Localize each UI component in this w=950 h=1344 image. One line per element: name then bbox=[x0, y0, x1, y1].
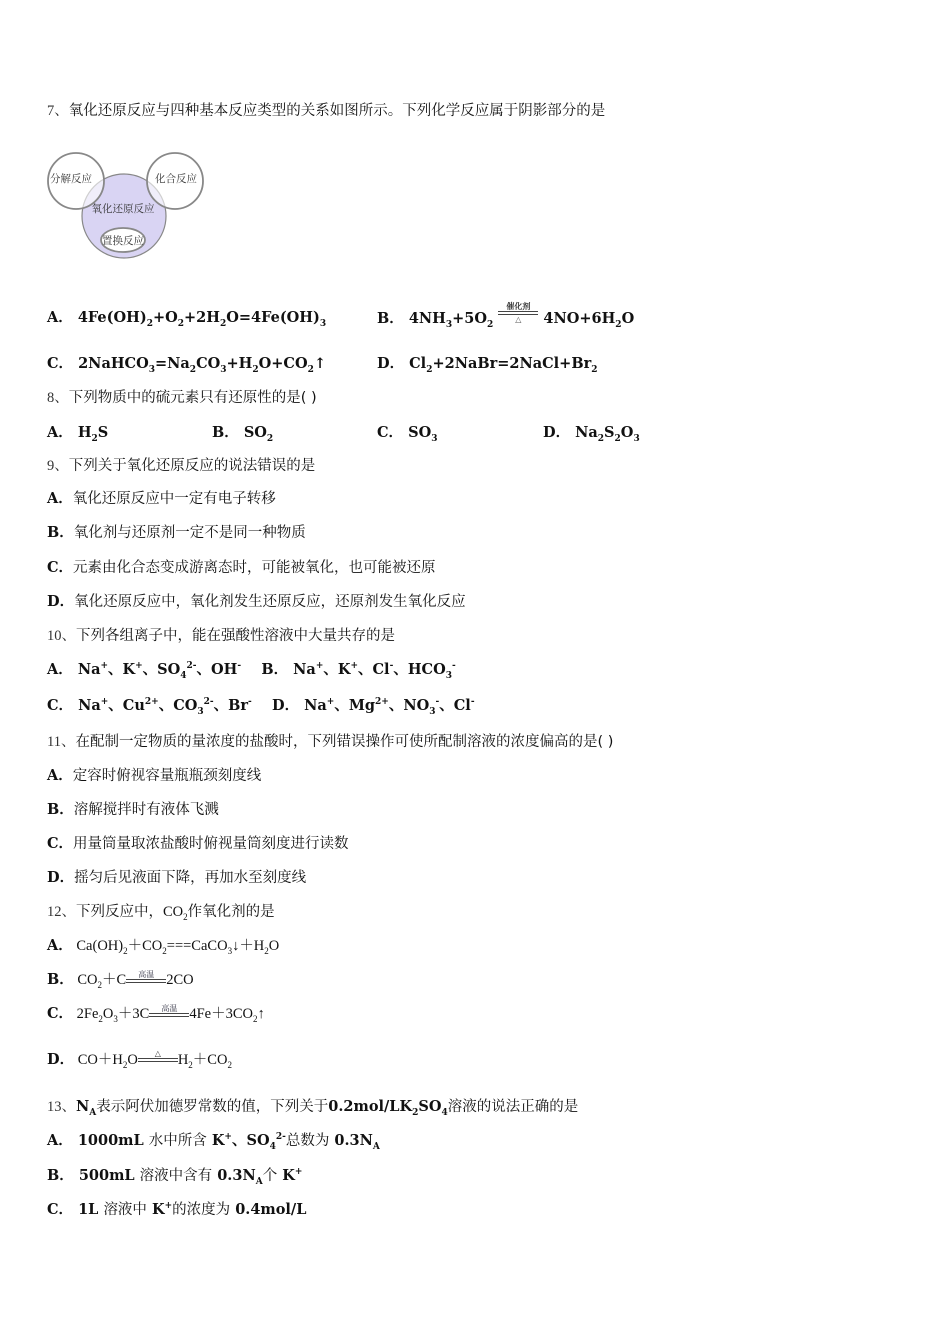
q7-option-c[interactable]: C． $2NaHCO_3=Na_2CO_3+H_2O+CO_2↑$ bbox=[47, 355, 326, 375]
q9-option-c[interactable]: C．元素由化合态变成游离态时，可能被氧化，也可能被还原 bbox=[47, 559, 436, 576]
svg-text:氧化还原反应: 氧化还原反应 bbox=[91, 203, 155, 215]
q10-option-c[interactable]: C． Na+、$Cu^{2+}$、$CO_3^{2-}$、Br- bbox=[47, 697, 252, 717]
q7-option-a[interactable]: A． $4Fe(OH)_2+O_2+2H_2O=4Fe(OH)_3$ bbox=[47, 309, 327, 329]
question-9-stem: 9、下列关于氧化还原反应的说法错误的是 bbox=[47, 458, 316, 474]
q9-option-a[interactable]: A．氧化还原反应中一定有电子转移 bbox=[47, 490, 276, 507]
svg-text:化合反应: 化合反应 bbox=[155, 173, 197, 185]
question-13-stem: 13、$N_A$表示阿伏加德罗常数的值，下列关于$0.2mol/LK_2SO_4$溶液的说法正确的是 bbox=[47, 1098, 579, 1118]
q10-option-a[interactable]: A． Na+、K+、$SO_4^{2-}$、OH- bbox=[47, 661, 242, 681]
q12-option-c[interactable]: C． $2Fe_2O_3+3C$ 高温 $4Fe+3CO_2↑$ bbox=[47, 1003, 265, 1024]
q7-option-d[interactable]: D． $Cl_2+2NaBr=2NaCl+Br_2$ bbox=[377, 355, 598, 375]
q10-option-b[interactable]: B． Na+、K+、Cl-、$HCO_3^-$ bbox=[261, 661, 456, 681]
q7-option-b[interactable]: B． $4NH_3+5O_2$ 催化剂 △ $4NO+6H_2O$ bbox=[377, 301, 635, 330]
question-11-stem: 11、在配制一定物质的量浓度的盐酸时，下列错误操作可使所配制溶液的浓度偏高的是( ) bbox=[47, 734, 614, 750]
q9-option-d[interactable]: D．氧化还原反应中，氧化剂发生还原反应，还原剂发生氧化反应 bbox=[47, 593, 466, 610]
reaction-condition: 催化剂 △ bbox=[498, 302, 538, 324]
question-8-stem: 8、下列物质中的硫元素只有还原性的是( ) bbox=[47, 390, 317, 406]
q13-option-b[interactable]: B． 500mL 溶液中含有 $0.3N_A$个 K+ bbox=[47, 1167, 303, 1187]
q8-option-c[interactable]: C． $SO_3$ bbox=[377, 424, 438, 444]
q12-option-b[interactable]: B． $CO_2+C$ 高温 2CO bbox=[47, 969, 194, 990]
reaction-condition: 高温 bbox=[149, 1004, 189, 1017]
reaction-condition: 高温 bbox=[126, 970, 166, 983]
question-number: 7、 bbox=[47, 103, 69, 119]
question-10-stem: 10、下列各组离子中，能在强酸性溶液中大量共存的是 bbox=[47, 628, 395, 644]
venn-diagram bbox=[45, 148, 205, 266]
q13-option-a[interactable]: A． 1000mL 水中所含 K+、$SO_4^{2-}$总数为 $0.3N_A$ bbox=[47, 1132, 380, 1152]
q12-option-d[interactable]: D． $CO+H_2O$ △ $H_2+CO_2$ bbox=[47, 1048, 232, 1070]
q10-options-row-1 bbox=[47, 660, 456, 680]
q8-option-b[interactable]: B． $SO_2$ bbox=[212, 424, 274, 444]
q11-option-b[interactable]: B．溶解搅拌时有液体飞溅 bbox=[47, 801, 219, 818]
q8-option-d[interactable]: D． $Na_2S_2O_3$ bbox=[543, 424, 640, 444]
svg-text:分解反应: 分解反应 bbox=[50, 173, 92, 185]
q10-option-d[interactable]: D． Na+、$Mg^{2+}$、$NO_3^-$、Cl- bbox=[272, 697, 475, 717]
q11-option-a[interactable]: A．定容时俯视容量瓶瓶颈刻度线 bbox=[47, 767, 262, 784]
svg-text:置换反应: 置换反应 bbox=[102, 235, 144, 247]
q12-option-a[interactable]: A． $Ca(OH)_2+CO_2===CaCO_3↓+H_2O$ bbox=[47, 937, 280, 956]
q11-option-d[interactable]: D．摇匀后见液面下降，再加水至刻度线 bbox=[47, 869, 307, 886]
q11-option-c[interactable]: C．用量筒量取浓盐酸时俯视量筒刻度进行读数 bbox=[47, 835, 349, 852]
reaction-condition: △ bbox=[138, 1049, 178, 1062]
question-7-stem: 7、氧化还原反应与四种基本反应类型的关系如图所示。下列化学反应属于阴影部分的是 bbox=[47, 103, 606, 119]
q8-option-a[interactable]: A． $H_2S$ bbox=[47, 424, 109, 444]
q13-option-c[interactable]: C． 1L 溶液中 K+的浓度为 0.4mol/L bbox=[47, 1201, 307, 1218]
q10-options-row-2 bbox=[47, 696, 475, 716]
question-12-stem: 12、下列反应中，$CO_2$作氧化剂的是 bbox=[47, 904, 275, 922]
q9-option-b[interactable]: B．氧化剂与还原剂一定不是同一种物质 bbox=[47, 524, 306, 541]
